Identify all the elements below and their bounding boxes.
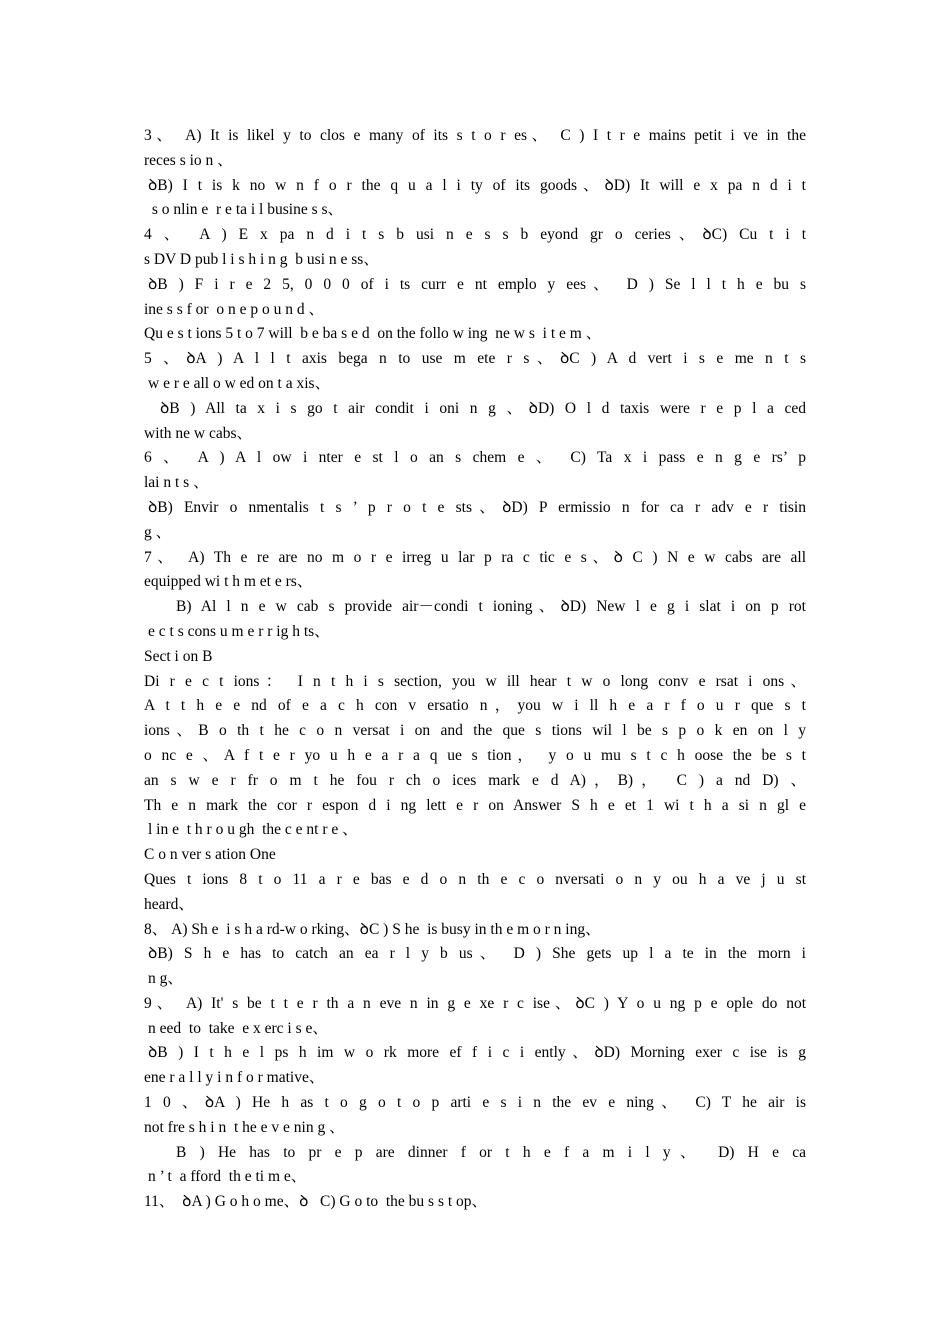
- questions-8-11-heading-cont: heard、: [144, 895, 194, 913]
- q7-option-c-cont: equipped wi t h m et e rs、: [144, 573, 313, 591]
- q9-option-d-cont: ene r a l l y i n f o r mative、: [144, 1069, 325, 1087]
- questions-5-7-heading: Qu e s t ions 5 t o 7 will b e ba s e d on the follo w ing ne w s i t e m 、: [144, 325, 602, 343]
- q7-option-d-cont: e c t s cons u m e r r ig h ts、: [148, 622, 330, 640]
- q3-option-b-d: ꝺB) I t is k no w n f o r the q u a l i ty of its goods、ꝺD) It will e x pa n d i t: [148, 176, 806, 194]
- q3-option-d-cont: s o nlin e r e ta i l busine s s、: [148, 201, 344, 219]
- directions-line-6: Th e n mark the cor r espon d i ng lett e r on Answer S h e et 1 wi t h a si n gl e: [144, 796, 806, 814]
- directions-line-2: A t t h e e nd of e a c h con v ersatio n，you w i ll h e a r f o u r que s t: [144, 697, 806, 715]
- q10-option-c-cont: not fre s h i n t he e v e nin g 、: [144, 1118, 345, 1136]
- q8-option-a-c: 8、 A) Sh e i s h a rd-w o rking、ꝺC ) S he is busy in th e m o r n ing、: [144, 920, 601, 938]
- q4-option-a-c: 4 、 A ) E x pa n d i t s b usi n e s s b eyond gr o ceries、ꝺC) Cu t i t: [144, 226, 806, 244]
- directions-line-4: o nc e 、A f t e r yo u h e a r a q ue s tion， y o u mu s t c h oose the be s t: [144, 746, 806, 764]
- directions-line-1: Di r e c t ions： I n t h i s section, you w ill hear t w o long conv e rsat i ons、: [144, 672, 806, 690]
- q6-option-d-cont: g 、: [144, 523, 172, 541]
- document-page: [144, 124, 806, 1215]
- q4-option-d-cont: ine s s f or o n e p o u n d 、: [144, 300, 324, 318]
- questions-8-11-heading: Ques t ions 8 t o 11 a r e bas e d o n th e c o nversati o n y ou h a ve j u st: [144, 870, 806, 888]
- q4-option-b-d: ꝺB ) F i r e 2 5, 0 0 0 of i ts curr e nt emplo y ees、 D ) Se l l t h e bu s: [148, 275, 806, 293]
- q10-option-a-c: 1 0 、ꝺA ) He h as t o g o t o p arti e s i n the ev e ning、 C) T he air is: [144, 1094, 806, 1112]
- q5-option-c-cont: w e r e all o w ed on t a xis、: [148, 374, 331, 392]
- q3-option-a-c: 3、 A) It is likel y to clos e many of its s t o r es、 C ) I t r e mains petit i ve in the: [144, 127, 806, 144]
- q6-option-b-d: ꝺB) Envir o nmentalis t s ’ p r o t e sts、ꝺD) P ermissio n for ca r adv e r tisin: [148, 498, 806, 516]
- q7-option-b-d: B) Al l n e w cab s provide air－condi t ioning、ꝺD) New l e g i slat i on p rot: [176, 598, 806, 616]
- q10-option-b-d: B ) He has to pr e p are dinner f or t h e f a m i l y、 D) H e ca: [176, 1143, 806, 1161]
- section-b-heading: Sect i on B: [144, 647, 213, 665]
- q9-option-c-cont: n eed to take e x erc i s e、: [148, 1019, 328, 1037]
- q5-option-a-c: 5 、ꝺA ) A l l t axis bega n to use m ete r s、ꝺC ) A d vert i s e me n t s: [144, 350, 806, 368]
- q5-option-d-cont: with ne w cabs、: [144, 424, 253, 442]
- directions-line-5: an s w e r fr o m t he fou r ch o ices mark e d A)，B)， C ) a nd D) 、: [144, 771, 806, 789]
- q10-option-d-cont: n ’ t a fford th e ti m e、: [148, 1168, 307, 1186]
- q9-option-a-c: 9、 A) It' s be t t e r th a n eve n in g e xe r c ise、ꝺC ) Y o u ng p e ople do not: [144, 994, 806, 1012]
- q4-option-c-cont: s DV D pub l i s h i n g b usi n e ss、: [144, 250, 379, 268]
- q6-option-a-c: 6 、 A ) A l ow i nter e st l o an s chem e 、 C) Ta x i pass e n g e rs’ p: [144, 449, 806, 467]
- q5-option-b-d: ꝺB ) All ta x i s go t air condit i oni n g 、ꝺD) O l d taxis were r e p l a ced: [160, 399, 806, 417]
- q11-option-a-c: 11、 ꝺA ) G o h o me、ꝺ C) G o to the bu s s t op、: [144, 1193, 488, 1211]
- q3-option-c-cont: reces s io n 、: [144, 151, 233, 169]
- conversation-one-heading: C o n ver s ation One: [144, 846, 276, 864]
- q6-option-c-cont: lai n t s 、: [144, 474, 209, 492]
- q8-option-d-cont: n g、: [148, 970, 183, 988]
- directions-line-7: l in e t h r o u gh the c e nt r e 、: [148, 821, 358, 839]
- q7-option-a-c: 7、 A) Th e re are no m o r e irreg u lar p ra c tic e s、ꝺ C ) N e w cabs are all: [144, 548, 806, 566]
- q9-option-b-d: ꝺB ) I t h e l ps h im w o rk more ef f i c i ently、ꝺD) Morning exer c ise is g: [148, 1044, 806, 1062]
- directions-line-3: ions、B o th t he c o n versat i on and the que s tions wil l be s p o k en on l y: [144, 722, 806, 740]
- q8-option-b-d: ꝺB) S h e has to catch an ea r l y b us、 D ) She gets up l a te in the morn i: [148, 945, 806, 963]
